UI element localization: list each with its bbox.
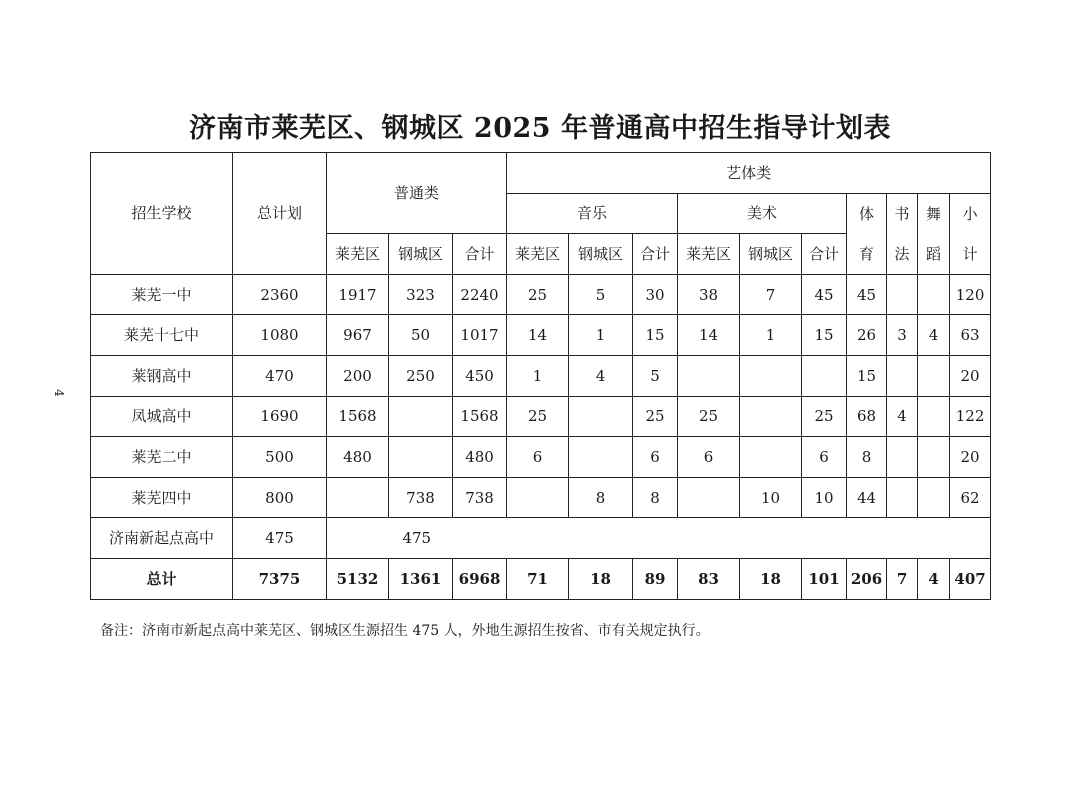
table-cell xyxy=(887,355,918,396)
table-cell xyxy=(389,396,453,437)
table-cell: 5 xyxy=(633,355,678,396)
table-cell: 71 xyxy=(507,558,569,599)
table-cell: 总计 xyxy=(91,558,233,599)
header-row-1 xyxy=(91,153,991,194)
table-cell: 18 xyxy=(740,558,802,599)
enrollment-plan-table xyxy=(90,152,991,600)
header-arts-gangcheng: 钢城区 xyxy=(740,234,802,275)
table-cell xyxy=(740,355,802,396)
table-cell: 407 xyxy=(950,558,991,599)
table-cell: 莱芜十七中 xyxy=(91,315,233,356)
header-school: 招生学校 xyxy=(91,153,233,275)
table-cell: 1361 xyxy=(389,558,453,599)
table-cell: 68 xyxy=(847,396,887,437)
table-cell xyxy=(887,437,918,478)
table-cell: 10 xyxy=(740,477,802,518)
table-cell xyxy=(918,274,950,315)
table-cell: 1917 xyxy=(327,274,389,315)
table-cell: 1568 xyxy=(453,396,507,437)
table-cell: 4 xyxy=(918,315,950,356)
header-sports xyxy=(847,193,887,274)
table-cell: 800 xyxy=(233,477,327,518)
table-cell xyxy=(740,396,802,437)
table-cell: 83 xyxy=(678,558,740,599)
table-cell: 323 xyxy=(389,274,453,315)
table-cell xyxy=(507,477,569,518)
table-row-special xyxy=(91,518,991,559)
header-general-gangcheng: 钢城区 xyxy=(389,234,453,275)
header-music: 音乐 xyxy=(507,193,678,234)
table-cell xyxy=(389,437,453,478)
header-music-laiwu: 莱芜区 xyxy=(507,234,569,275)
empty-cell xyxy=(507,518,991,559)
header-dance xyxy=(918,193,950,274)
table-cell: 200 xyxy=(327,355,389,396)
table-cell: 206 xyxy=(847,558,887,599)
table-cell xyxy=(918,355,950,396)
table-cell: 480 xyxy=(327,437,389,478)
table-cell: 45 xyxy=(847,274,887,315)
table-cell: 475 xyxy=(233,518,327,559)
table-cell: 738 xyxy=(453,477,507,518)
table-cell: 1 xyxy=(507,355,569,396)
table-row xyxy=(91,477,991,518)
table-cell: 25 xyxy=(802,396,847,437)
table-cell: 475 xyxy=(327,518,507,559)
table-cell: 15 xyxy=(633,315,678,356)
table-cell xyxy=(887,274,918,315)
header-subtotal xyxy=(950,193,991,274)
header-char: 蹈 xyxy=(926,244,942,263)
table-cell: 2360 xyxy=(233,274,327,315)
table-cell xyxy=(569,396,633,437)
table-cell: 63 xyxy=(950,315,991,356)
table-cell: 5132 xyxy=(327,558,389,599)
table-cell: 1080 xyxy=(233,315,327,356)
table-cell: 250 xyxy=(389,355,453,396)
table-cell: 莱钢高中 xyxy=(91,355,233,396)
table-cell: 6 xyxy=(507,437,569,478)
table-cell: 38 xyxy=(678,274,740,315)
header-arts-sum: 合计 xyxy=(802,234,847,275)
table-cell xyxy=(918,477,950,518)
table-cell: 10 xyxy=(802,477,847,518)
header-char: 体 xyxy=(859,204,875,223)
table-cell: 25 xyxy=(507,396,569,437)
table-cell: 14 xyxy=(678,315,740,356)
table-cell: 25 xyxy=(633,396,678,437)
table-cell xyxy=(678,355,740,396)
table-cell xyxy=(740,437,802,478)
table-cell: 4 xyxy=(918,558,950,599)
table-cell: 450 xyxy=(453,355,507,396)
header-general-laiwu: 莱芜区 xyxy=(327,234,389,275)
table-cell: 50 xyxy=(389,315,453,356)
table-cell: 6 xyxy=(678,437,740,478)
table-row xyxy=(91,437,991,478)
table-cell: 1 xyxy=(740,315,802,356)
table-row xyxy=(91,315,991,356)
header-calligraphy xyxy=(887,193,918,274)
table-cell: 4 xyxy=(887,396,918,437)
header-char: 小 xyxy=(962,204,978,223)
table-cell xyxy=(678,477,740,518)
table-cell: 25 xyxy=(678,396,740,437)
header-char: 育 xyxy=(859,244,875,263)
table-cell: 62 xyxy=(950,477,991,518)
table-cell xyxy=(327,477,389,518)
table-cell: 1568 xyxy=(327,396,389,437)
header-total-plan: 总计划 xyxy=(233,153,327,275)
table-cell: 1 xyxy=(569,315,633,356)
table-cell: 莱芜一中 xyxy=(91,274,233,315)
table-row xyxy=(91,274,991,315)
table-cell: 7375 xyxy=(233,558,327,599)
header-char: 法 xyxy=(894,244,910,263)
table-cell: 89 xyxy=(633,558,678,599)
header-char: 舞 xyxy=(926,204,942,223)
table-cell: 20 xyxy=(950,437,991,478)
table-cell xyxy=(918,396,950,437)
table-cell: 6 xyxy=(802,437,847,478)
table-cell: 莱芜四中 xyxy=(91,477,233,518)
table-cell xyxy=(802,355,847,396)
footnote: 备注：济南市新起点高中莱芜区、钢城区生源招生 475 人，外地生源招生按省、市有关规定执行。 xyxy=(100,623,710,639)
table-cell: 1690 xyxy=(233,396,327,437)
header-arts-sports: 艺体类 xyxy=(507,153,991,194)
table-cell: 5 xyxy=(569,274,633,315)
document-title: 济南市莱芜区、钢城区 2025 年普通高中招生指导计划表 xyxy=(189,113,891,144)
table-row-total xyxy=(91,558,991,599)
header-general: 普通类 xyxy=(327,153,507,234)
table-cell: 8 xyxy=(633,477,678,518)
page-number: 4 xyxy=(51,389,66,397)
table-cell: 2240 xyxy=(453,274,507,315)
table-cell: 7 xyxy=(740,274,802,315)
table-cell: 44 xyxy=(847,477,887,518)
header-music-sum: 合计 xyxy=(633,234,678,275)
table-cell: 967 xyxy=(327,315,389,356)
table-cell: 3 xyxy=(887,315,918,356)
table-cell: 26 xyxy=(847,315,887,356)
header-fine-arts: 美术 xyxy=(678,193,847,234)
table-cell: 500 xyxy=(233,437,327,478)
table-cell: 122 xyxy=(950,396,991,437)
table-cell: 1017 xyxy=(453,315,507,356)
table-cell: 6 xyxy=(633,437,678,478)
table-cell: 30 xyxy=(633,274,678,315)
table-cell: 18 xyxy=(569,558,633,599)
table-row xyxy=(91,355,991,396)
header-char: 计 xyxy=(962,244,978,263)
table-cell: 6968 xyxy=(453,558,507,599)
table-cell: 4 xyxy=(569,355,633,396)
table-cell: 8 xyxy=(569,477,633,518)
header-music-gangcheng: 钢城区 xyxy=(569,234,633,275)
table-cell: 15 xyxy=(847,355,887,396)
table-cell: 14 xyxy=(507,315,569,356)
table-cell: 15 xyxy=(802,315,847,356)
table-cell: 45 xyxy=(802,274,847,315)
table-cell: 25 xyxy=(507,274,569,315)
table-cell xyxy=(887,477,918,518)
header-general-sum: 合计 xyxy=(453,234,507,275)
table-cell xyxy=(569,437,633,478)
header-char: 书 xyxy=(894,204,910,223)
table-cell: 莱芜二中 xyxy=(91,437,233,478)
table-cell: 738 xyxy=(389,477,453,518)
table-cell: 8 xyxy=(847,437,887,478)
table-cell: 470 xyxy=(233,355,327,396)
table-cell: 7 xyxy=(887,558,918,599)
table-cell: 480 xyxy=(453,437,507,478)
table-cell: 120 xyxy=(950,274,991,315)
table-cell xyxy=(918,437,950,478)
table-row xyxy=(91,396,991,437)
table-cell: 凤城高中 xyxy=(91,396,233,437)
table-cell: 20 xyxy=(950,355,991,396)
table-cell: 101 xyxy=(802,558,847,599)
table-cell: 济南新起点高中 xyxy=(91,518,233,559)
header-arts-laiwu: 莱芜区 xyxy=(678,234,740,275)
